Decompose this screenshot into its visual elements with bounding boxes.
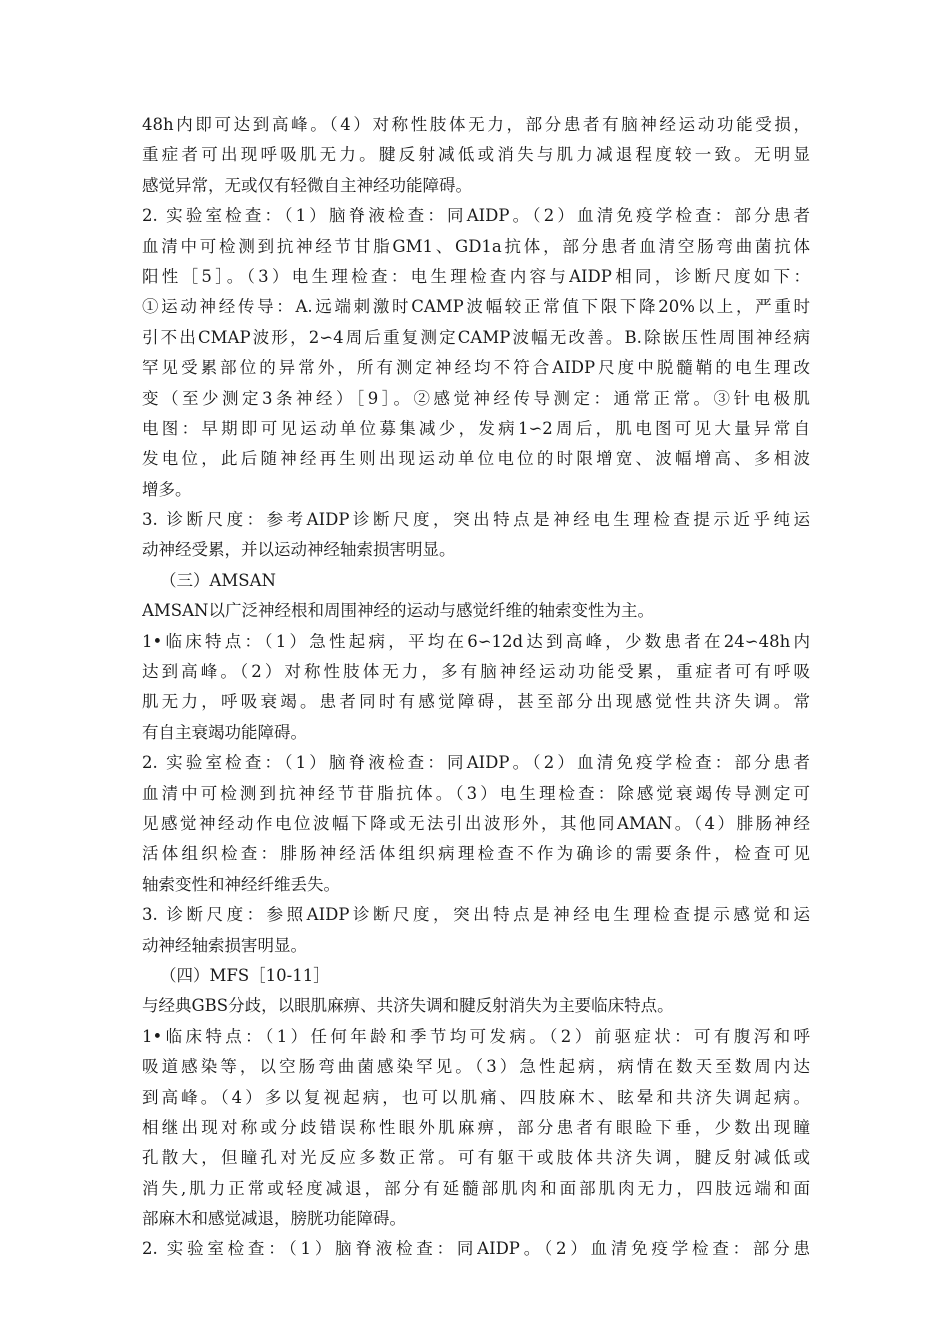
text-line: 与经典GBS分歧，以眼肌麻痹、共济失调和腱反射消失为主要临床特点。	[142, 996, 674, 1016]
text-line: 引不出CMAP波形，2∽4周后重复测定CAMP波幅无改善。B.除嵌压性周围神经病	[142, 327, 810, 347]
text-line: 3. 诊断尺度：参考AIDP诊断尺度，突出特点是神经电生理检查提示近乎纯运	[142, 510, 810, 530]
text-line: 动神经轴索损害明显。	[142, 935, 307, 955]
text-line: （三）AMSAN	[160, 570, 276, 590]
text-line: （四）MFS［10-11］	[160, 965, 330, 985]
text-line: 达到高峰。（2）对称性肢体无力，多有脑神经运动功能受累，重症者可有呼吸	[142, 662, 810, 682]
text-line: 相继出现对称或分歧错误称性眼外肌麻痹，部分患者有眼睑下垂，少数出现瞳	[142, 1117, 810, 1137]
text-line: 3. 诊断尺度：参照AIDP诊断尺度，突出特点是神经电生理检查提示感觉和运	[142, 905, 810, 925]
text-line: 1•临床特点：（1）急性起病，平均在6∽12d达到高峰，少数患者在24∽48h内	[142, 631, 810, 651]
text-line: 发电位，此后随神经再生则出现运动单位电位的时限增宽、波幅增高、多相波	[142, 449, 810, 469]
text-line: 电图：早期即可见运动单位募集减少，发病1∽2周后，肌电图可见大量异常自	[142, 418, 810, 438]
text-line: 增多。	[142, 479, 192, 499]
text-line: 见感觉神经动作电位波幅下降或无法引出波形外，其他同AMAN。（4）腓肠神经	[142, 813, 810, 833]
text-line: 动神经受累，并以运动神经轴索损害明显。	[142, 540, 456, 560]
text-line: 感觉异常，无或仅有轻微自主神经功能障碍。	[142, 175, 472, 195]
document-body	[142, 110, 810, 1265]
text-line: 部麻木和感觉减退，膀胱功能障碍。	[142, 1209, 406, 1229]
text-line: 1•临床特点：（1）任何年龄和季节均可发病。（2）前驱症状：可有腹泻和呼	[142, 1026, 810, 1046]
text-line: 血清中可检测到抗神经节甘脂GM1、GD1a抗体，部分患者血清空肠弯曲菌抗体	[142, 236, 810, 256]
text-line: ①运动神经传导：A.远端刺激时CAMP波幅较正常值下限下降20%以上，严重时	[142, 297, 810, 317]
text-line: 2. 实验室检查：（1）脑脊液检查：同AIDP。（2）血清免疫学检查：部分患者	[142, 206, 810, 226]
text-line: 变（至少测定3条神经）［9］。②感觉神经传导测定：通常正常。③针电极肌	[142, 388, 810, 408]
text-line: 阳性［5］。（3）电生理检查：电生理检查内容与AIDP相同，诊断尺度如下：	[142, 266, 810, 286]
text-line: 血清中可检测到抗神经节苷脂抗体。（3）电生理检查：除感觉衰竭传导测定可	[142, 783, 810, 803]
text-line: 重症者可出现呼吸肌无力。腱反射减低或消失与肌力减退程度较一致。无明显	[142, 145, 810, 165]
text-line: 2. 实验室检查：（1）脑脊液检查：同AIDP。（2）血清免疫学检查：部分患者	[142, 753, 810, 773]
text-line: AMSAN以广泛神经根和周围神经的运动与感觉纤维的轴索变性为主。	[142, 601, 654, 621]
text-line: 消失,肌力正常或轻度减退，部分有延髓部肌肉和面部肌肉无力，四肢远端和面	[142, 1178, 810, 1198]
text-line: 孔散大，但瞳孔对光反应多数正常。可有躯干或肢体共济失调，腱反射减低或	[142, 1148, 810, 1168]
text-line: 轴索变性和神经纤维丢失。	[142, 874, 340, 894]
text-line: 吸道感染等，以空肠弯曲菌感染罕见。（3）急性起病，病情在数天至数周内达	[142, 1057, 810, 1077]
text-line: 活体组织检查：腓肠神经活体组织病理检查不作为确诊的需要条件，检查可见	[142, 844, 810, 864]
text-line: 到高峰。（4）多以复视起病，也可以肌痛、四肢麻木、眩晕和共济失调起病。	[142, 1087, 810, 1107]
text-line: 48h内即可达到高峰。（4）对称性肢体无力，部分患者有脑神经运动功能受损，	[142, 115, 810, 134]
text-line: 肌无力，呼吸衰竭。患者同时有感觉障碍，甚至部分出现感觉性共济失调。常	[142, 692, 810, 712]
text-line: 2. 实验室检查：（1）脑脊液检查：同AIDP。（2）血清免疫学检查：部分患	[142, 1239, 810, 1259]
text-line: 罕见受累部位的异常外，所有测定神经均不符合AIDP尺度中脱髓鞘的电生理改	[142, 358, 810, 378]
text-line: 有自主衰竭功能障碍。	[142, 722, 307, 742]
